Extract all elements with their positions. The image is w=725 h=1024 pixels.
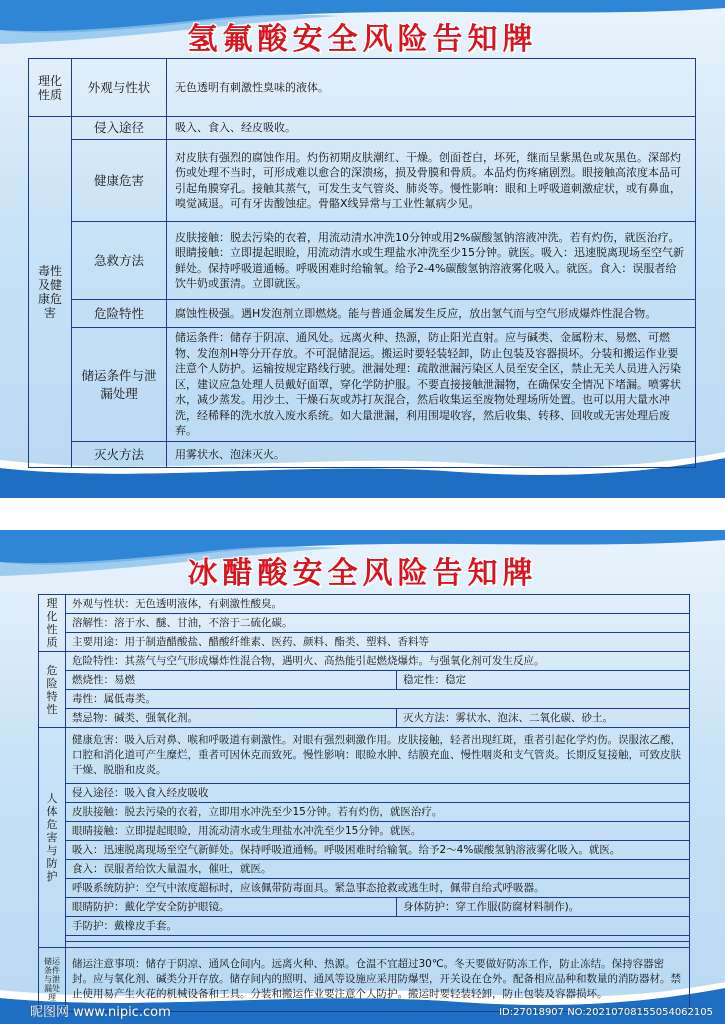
row-text: 皮肤接触：脱去污染的衣着，用流动清水冲洗10分钟或用2%碳酸氢钠溶液冲洗。若有灼伤，就医治疗。眼睛接触：立即提起眼睑，用流动清水或生理盐水冲洗至少15分钟。就医。吸入：迅速脱离现场至空气新鲜处。保持呼吸道通畅。呼吸困难时给输氧。给予2-4%碳酸氢钠溶液雾化吸入。就医。食入：误服者给饮牛奶或蛋清。立即就医。: [167, 222, 696, 300]
category-toxicity: 毒性及健康危害: [29, 117, 72, 468]
storage-notes: 储运注意事项：储存于阴凉、通风仓间内。远离火种、热源。仓温不宜超过30℃。冬天要做好防冻工作，防止冻结。保持容器密封。应与氧化剂、碱类分开存放。储存间内的照明、通风等设施应采用防爆型，开关设在仓外。配备相应品种和数量的消防器材。禁止使用易产生火花的机械设备和工具。分装和搬运作业要注意个人防护。搬运时要轻装轻卸，防止包装及容器损坏。: [66, 948, 690, 1012]
category-danger: 危险特性: [39, 652, 66, 728]
respiratory-protection: 呼吸系统防护：空气中浓度超标时，应该佩带防毒面具。紧急事态抢救或逃生时，佩带自给式呼吸器。: [66, 879, 690, 898]
eye-protection: 眼睛防护：戴化学安全防护眼镜。: [66, 898, 397, 917]
physical-appearance: 外观与性状：无色透明液体，有刺激性酸臭。: [66, 595, 690, 614]
flammability: 燃烧性：易燃: [66, 671, 397, 690]
watermark-id: ID:27018907 NO:20210708155054062105: [499, 1007, 713, 1018]
watermark-site: 昵图网 www.nipic.com: [30, 1005, 171, 1020]
row-text: 无色透明有刺激性臭味的液体。: [167, 59, 696, 117]
hand-protection: 手防护：戴橡皮手套。: [66, 917, 690, 936]
health-hazard: 健康危害：吸入后对鼻、喉和呼吸道有刺激性。对眼有强烈刺激作用。皮肤接触，轻者出现红斑，重者引起化学灼伤。误服浓乙酸，口腔和消化道可产生糜烂，重者可因休克而致死。慢性影响：眼睑水肿、结膜充血、慢性咽炎和支气管炎。长期反复接触，可致皮肤干燥、脱脂和皮炎。: [66, 728, 690, 784]
skin-contact: 皮肤接触：脱去污染的衣着，立即用水冲洗至少15分钟。若有灼伤，就医治疗。: [66, 803, 690, 822]
row-label: 储运条件与泄漏处理: [72, 328, 167, 442]
acetic-acid-safety-poster: [0, 530, 725, 1024]
poster-title: 冰醋酸安全风险告知牌: [187, 556, 538, 591]
ingestion: 食入：误服者给饮大量温水，催吐，就医。: [66, 860, 690, 879]
hf-info-table: [28, 58, 696, 468]
category-storage: 储运条件与泄漏处理: [39, 948, 66, 1012]
row-text: 腐蚀性极强。遇H发泡剂立即燃烧。能与普通金属发生反应，放出氢气而与空气形成爆炸性混合物。: [167, 300, 696, 328]
extinguish: 灭火方法：雾状水、泡沫、二氧化碳、砂土。: [397, 709, 690, 728]
physical-solubility: 溶解性：溶于水、醚、甘油，不溶于二硫化碳。: [66, 614, 690, 633]
row-label: 灭火方法: [72, 442, 167, 468]
entry-route: 侵入途径：吸入食入经皮吸收: [66, 784, 690, 803]
row-label: 危险特性: [72, 300, 167, 328]
row-text: 对皮肤有强烈的腐蚀作用。灼伤初期皮肤潮红、干燥。创面苍白，坏死，继而呈紫黑色或灰黑色。深部灼伤或处理不当时，可形成难以愈合的深溃疡，损及骨膜和骨质。本品灼伤疼痛剧烈。眼接触高浓度本品可引起角膜穿孔。接触其蒸气，可发生支气管炎、肺炎等。慢性影响：眼和上呼吸道刺激症状，或有鼻血，嗅觉减退。可有牙齿酸蚀症。骨骼X线异常与工业性氟病少见。: [167, 140, 696, 222]
category-health: 人体危害与防护: [39, 728, 66, 948]
row-text: 用雾状水、泡沫灭火。: [167, 442, 696, 468]
danger-main: 危险特性：其蒸气与空气形成爆炸性混合物，遇明火、高热能引起燃烧爆炸。与强氧化剂可发生反应。: [66, 652, 690, 671]
poster-title: 氢氟酸安全风险告知牌: [187, 22, 538, 57]
inhalation: 吸入：迅速脱离现场至空气新鲜处。保持呼吸道通畅。呼吸困难时给输氧。给予2～4%碳酸氢钠溶液雾化吸入。就医。: [66, 841, 690, 860]
stability: 稳定性：稳定: [397, 671, 690, 690]
row-label: 侵入途径: [72, 117, 167, 140]
row-text: 吸入、食入、经皮吸收。: [167, 117, 696, 140]
physical-usage: 主要用途：用于制造醋酸盐、醋酸纤维素、医药、颜料、酯类、塑料、香料等: [66, 633, 690, 652]
category-physical: 理化性质: [29, 59, 72, 117]
row-label: 健康危害: [72, 140, 167, 222]
body-protection: 身体防护：穿工作服(防腐材料制作)。: [397, 898, 690, 917]
row-text: 储运条件：储存于阴凉、通风处。远离火种、热源，防止阳光直射。应与碱类、金属粉末、易燃、可燃物、发泡剂H等分开存放。不可混储混运。搬运时要轻装轻卸，防止包装及容器损坏。分装和搬运作业要注意个人防护。运输按规定路线行驶。泄漏处理：疏散泄漏污染区人员至安全区，禁止无关人员进入污染区，建议应急处理人员戴好面罩，穿化学防护服。不要直接接触泄漏物，在确保安全情况下堵漏。喷雾状水，减少蒸发。用沙土、干燥石灰或苏打灰混合，然后收集运至废物处理场所处置。也可以用大量水冲洗，经稀释的洗水放入废水系统。如大量泄漏，利用围堤收容，然后收集、转移、回收或无害处理后废弃。: [167, 328, 696, 442]
eye-contact: 眼睛接触：立即提起眼睑，用流动清水或生理盐水冲洗至少15分钟。就医。: [66, 822, 690, 841]
incompatible: 禁忌物：碱类、强氧化剂。: [66, 709, 397, 728]
row-label: 急救方法: [72, 222, 167, 300]
acetic-acid-info-table: [38, 594, 690, 1012]
hf-safety-poster: [0, 0, 725, 498]
row-label: 外观与性状: [72, 59, 167, 117]
category-physical: 理化性质: [39, 595, 66, 652]
toxicity: 毒性：属低毒类。: [66, 690, 690, 709]
